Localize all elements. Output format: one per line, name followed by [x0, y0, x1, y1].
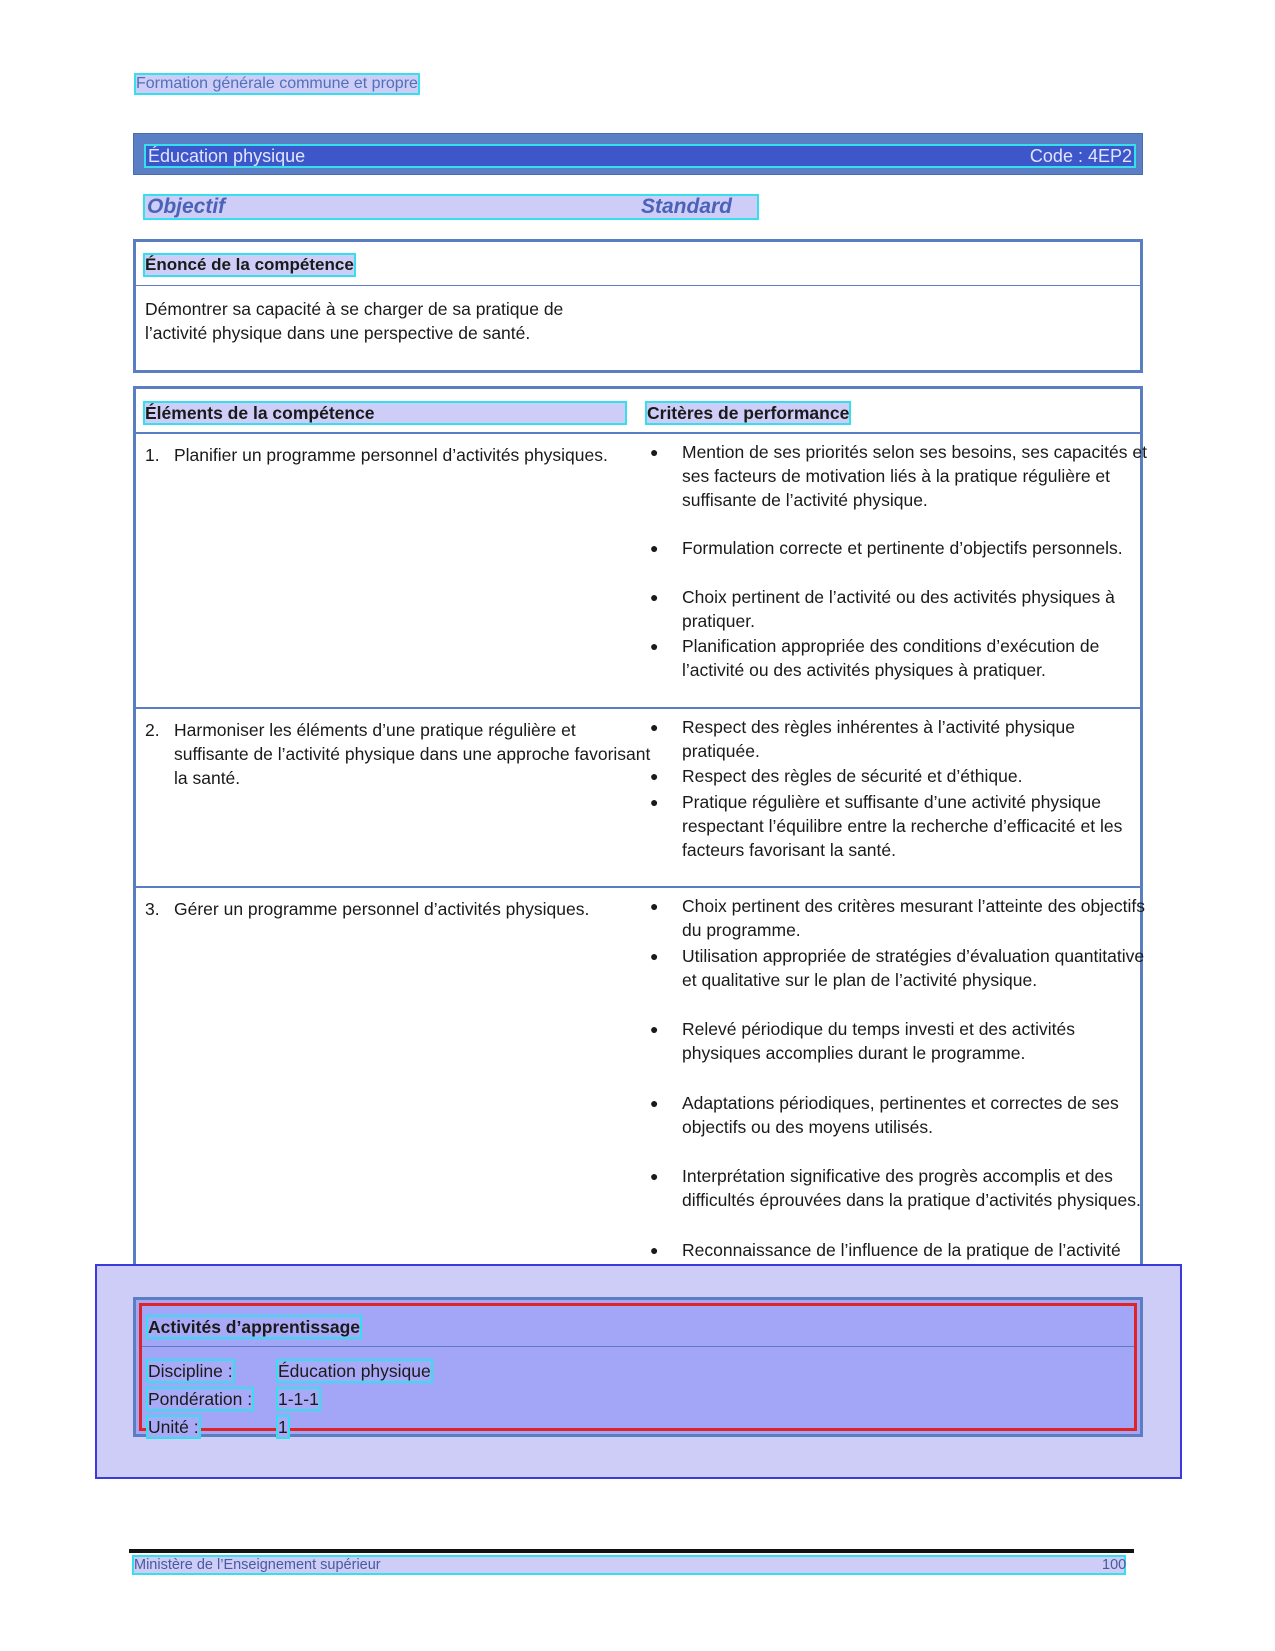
bullet-icon: ● — [650, 444, 659, 460]
criterion-item — [650, 440, 1157, 512]
bullet-icon: ● — [650, 1242, 659, 1258]
element-number: 1. — [145, 445, 160, 465]
divider — [142, 1346, 1134, 1347]
divider — [136, 886, 1140, 888]
ponderation-label: Pondération : — [148, 1389, 253, 1409]
criterion-text: Planification appropriée des conditions d’exécution de l’activité ou des activités physiques à pratiquer. — [682, 636, 1100, 680]
criterion-item — [650, 1091, 1157, 1139]
criterion-item — [650, 634, 1157, 682]
bullet-icon: ● — [650, 794, 659, 810]
bullet-icon: ● — [650, 1095, 659, 1111]
criterion-item — [650, 585, 1157, 633]
element-number: 2. — [145, 720, 160, 740]
criterion-text: Choix pertinent des critères mesurant l’atteinte des objectifs du programme. — [682, 896, 1146, 940]
footer-ministry: Ministère de l’Enseignement supérieur — [134, 1557, 1124, 1573]
criterion-text: Interprétation significative des progrès accomplis et des difficultés éprouvées dans la pratique d’activités physiques. — [682, 1166, 1141, 1210]
bullet-icon: ● — [650, 1168, 659, 1184]
page-number: 100 — [1102, 1557, 1127, 1573]
footer-rule — [129, 1549, 1134, 1553]
running-header: Formation générale commune et propre — [136, 75, 418, 92]
element-number: 3. — [145, 899, 160, 919]
criterion-text: Respect des règles de sécurité et d’éthique. — [682, 766, 1023, 786]
criterion-text: Relevé périodique du temps investi et des activités physiques accomplies durant le programme. — [682, 1019, 1075, 1063]
objective-standard-row — [145, 196, 757, 218]
column-header-elements: Éléments de la compétence — [145, 403, 625, 423]
bullet-icon: ● — [650, 589, 659, 605]
divider — [136, 285, 1140, 286]
criterion-text: Utilisation appropriée de stratégies d’évaluation quantitative et qualitative sur le plan de l’activité physique. — [682, 946, 1145, 990]
discipline-label: Discipline : — [148, 1361, 233, 1381]
bullet-icon: ● — [650, 719, 659, 735]
discipline-value: Éducation physique — [278, 1361, 431, 1381]
bullet-icon: ● — [650, 540, 659, 556]
bullet-icon: ● — [650, 898, 659, 914]
title-bar — [133, 133, 1143, 175]
enonce-title: Énoncé de la compétence — [145, 255, 354, 274]
bullet-icon: ● — [650, 768, 659, 784]
criterion-text: Pratique régulière et suffisante d’une activité physique respectant l’équilibre entre la recherche d’efficacité et les facteurs favorisant la santé. — [682, 792, 1123, 860]
enonce-text: Démontrer sa capacité à se charger de sa pratique de l’activité physique dans une perspective de santé. — [145, 299, 564, 343]
criterion-text: Adaptations périodiques, pertinentes et correctes de ses objectifs ou des moyens utilisés. — [682, 1093, 1119, 1137]
criterion-text: Reconnaissance de l’influence de la pratique de l’activité — [682, 1240, 1121, 1260]
column-header-criteres: Critères de performance — [647, 403, 850, 423]
divider — [136, 707, 1140, 709]
standard-label: Standard — [641, 195, 733, 218]
title-bar-text — [146, 146, 1134, 166]
activites-title: Activités d’apprentissage — [148, 1317, 361, 1337]
criterion-item — [650, 894, 1157, 942]
objectif-label: Objectif — [147, 195, 226, 218]
criterion-item — [650, 536, 1157, 560]
bullet-icon: ● — [650, 948, 659, 964]
criterion-item — [650, 764, 1157, 788]
unite-label: Unité : — [148, 1417, 199, 1437]
element-text: Gérer un programme personnel d’activités physiques. — [174, 899, 590, 919]
element-text: Harmoniser les éléments d’une pratique régulière et suffisante de l’activité physique dans une approche favorisant la santé. — [174, 720, 651, 788]
enonce-section — [133, 239, 1143, 373]
activites-frame — [139, 1303, 1137, 1437]
competence-table — [133, 386, 1147, 1289]
element-text: Planifier un programme personnel d’activités physiques. — [174, 445, 608, 465]
unite-value: 1 — [278, 1417, 288, 1437]
criterion-text: Choix pertinent de l’activité ou des activités physiques à pratiquer. — [682, 587, 1115, 631]
criterion-text: Mention de ses priorités selon ses besoins, ses capacités et ses facteurs de motivation liés à la pratique régulière et suffisante de l’activité physique. — [682, 442, 1147, 510]
criterion-item — [650, 715, 1157, 763]
course-code: Code : 4EP2 — [1029, 146, 1132, 166]
bullet-icon: ● — [650, 1021, 659, 1037]
criterion-item — [650, 790, 1157, 862]
ponderation-value: 1-1-1 — [278, 1389, 319, 1409]
criterion-item — [650, 1017, 1157, 1065]
criterion-item — [650, 944, 1157, 992]
activites-section — [133, 1297, 1143, 1437]
criterion-item — [650, 1164, 1157, 1212]
bullet-icon: ● — [650, 638, 659, 654]
criterion-text: Formulation correcte et pertinente d’objectifs personnels. — [682, 538, 1123, 558]
course-name: Éducation physique — [148, 146, 306, 166]
divider — [136, 432, 1140, 434]
criterion-text: Respect des règles inhérentes à l’activité physique pratiquée. — [682, 717, 1075, 761]
